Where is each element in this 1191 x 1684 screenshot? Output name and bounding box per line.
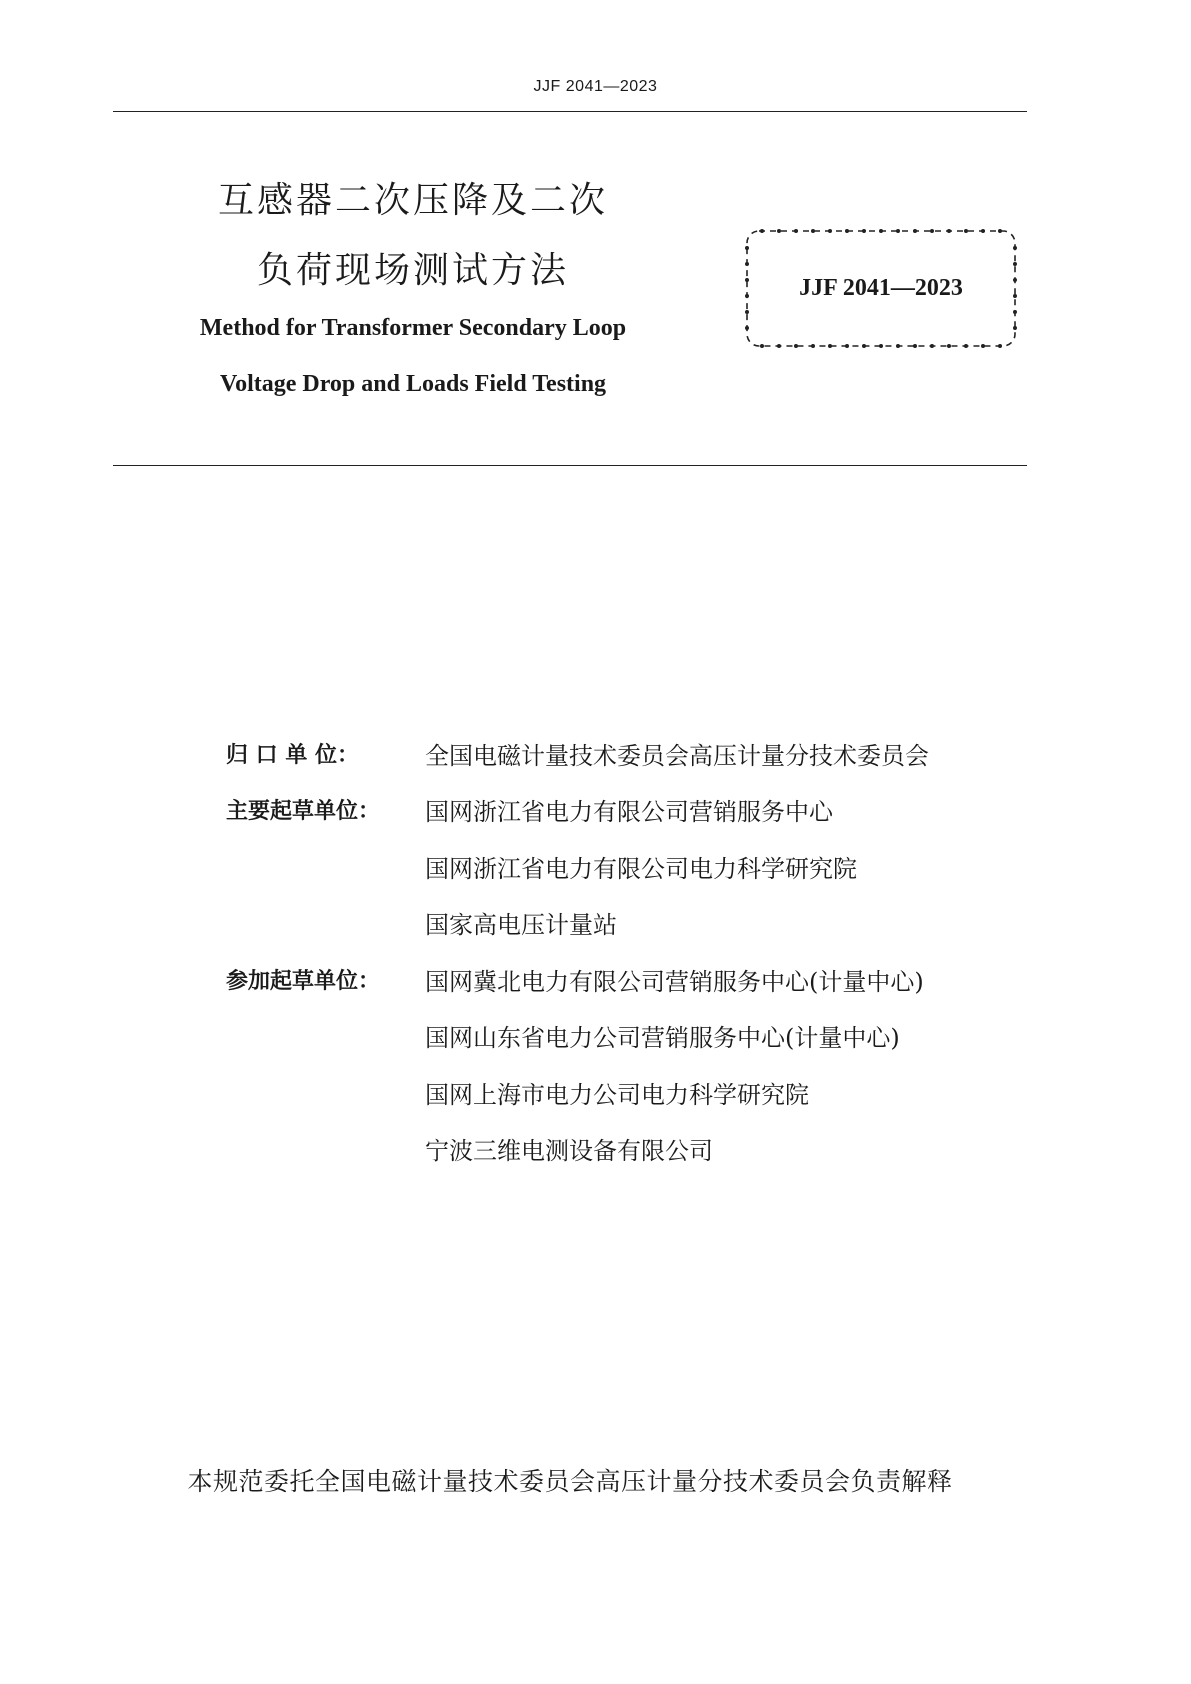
title-rule bbox=[113, 465, 1027, 466]
responsible-unit-label: 归 口 单 位： bbox=[226, 743, 359, 768]
title-zh-line2: 负荷现场测试方法 bbox=[256, 250, 569, 291]
standard-code-box bbox=[742, 226, 1020, 351]
header-rule bbox=[113, 111, 1027, 112]
participating-drafting-label: 参加起草单位： bbox=[226, 969, 381, 994]
title-zh-line1: 互感器二次压降及二次 bbox=[217, 180, 608, 221]
participating-unit-3: 国网上海市电力公司电力科学研究院 bbox=[425, 1081, 809, 1109]
participating-unit-4: 宁波三维电测设备有限公司 bbox=[425, 1137, 713, 1165]
title-en-line1: Method for Transformer Secondary Loop bbox=[199, 315, 627, 341]
standard-code-text: JJF 2041—2023 bbox=[799, 275, 963, 301]
main-drafting-unit-3: 国家高电压计量站 bbox=[425, 911, 617, 939]
main-drafting-unit-1: 国网浙江省电力有限公司营销服务中心 bbox=[425, 798, 833, 826]
participating-unit-2: 国网山东省电力公司营销服务中心(计量中心) bbox=[425, 1024, 900, 1052]
main-drafting-unit-2: 国网浙江省电力有限公司电力科学研究院 bbox=[425, 855, 857, 883]
title-en-line2: Voltage Drop and Loads Field Testing bbox=[219, 371, 607, 397]
responsible-unit: 全国电磁计量技术委员会高压计量分技术委员会 bbox=[425, 742, 929, 770]
interpretation-note: 本规范委托全国电磁计量技术委员会高压计量分技术委员会负责解释 bbox=[187, 1467, 953, 1496]
header-standard-code: JJF 2041—2023 bbox=[533, 78, 658, 95]
main-drafting-label: 主要起草单位： bbox=[226, 799, 381, 824]
participating-unit-1: 国网冀北电力有限公司营销服务中心(计量中心) bbox=[425, 968, 924, 996]
